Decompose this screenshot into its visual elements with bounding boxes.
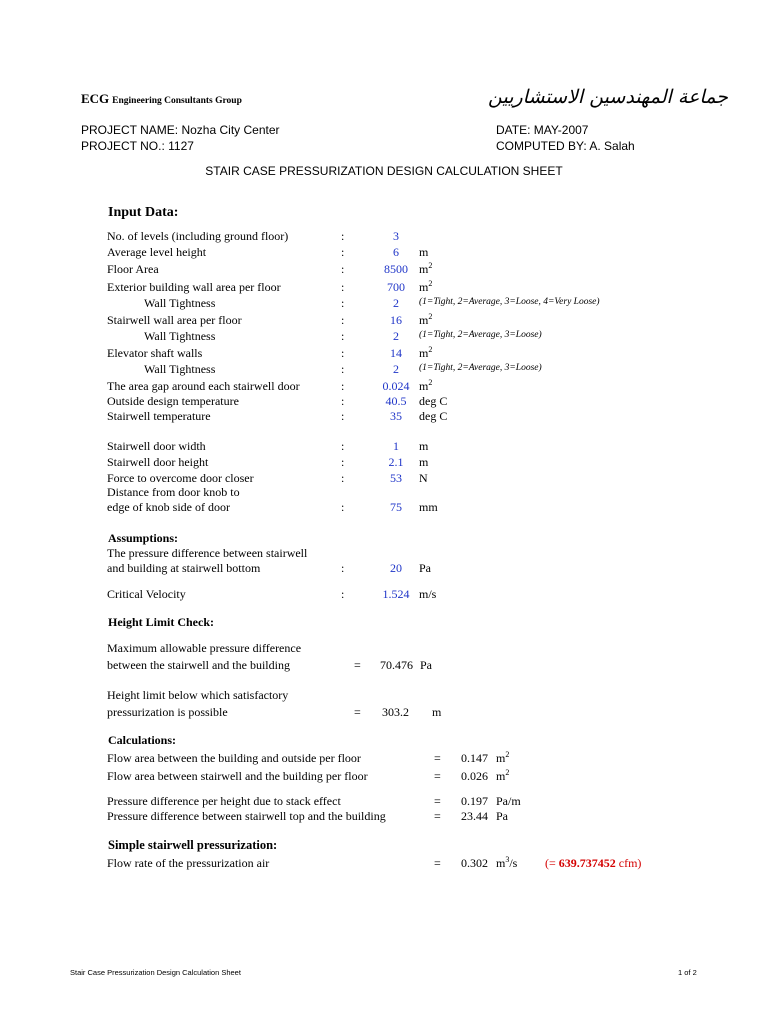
input-value: 2 [393, 329, 399, 343]
input-label: Stairwell door width [107, 439, 206, 453]
max-pressure-unit: Pa [420, 658, 432, 672]
input-heading: Input Data: [108, 205, 179, 220]
input-label-line2: edge of knob side of door [107, 500, 230, 514]
date: DATE: MAY-2007 [496, 123, 589, 137]
separator: : [341, 587, 345, 601]
tightness-note: (1=Tight, 2=Average, 3=Loose) [419, 330, 542, 340]
separator: : [341, 262, 345, 276]
velocity-label: Critical Velocity [107, 587, 186, 601]
input-label: Distance from door knob to [107, 485, 240, 499]
input-value: 14 [390, 346, 402, 360]
velocity-unit: m/s [419, 587, 437, 601]
separator: : [341, 455, 345, 469]
input-label: Exterior building wall area per floor [107, 280, 281, 294]
input-label: Wall Tightness [144, 329, 216, 343]
input-unit: deg C [419, 409, 448, 423]
input-label: Wall Tightness [144, 296, 216, 310]
sheet-title: STAIR CASE PRESSURIZATION DESIGN CALCULATION SHEET [205, 164, 563, 178]
footer-title: Stair Case Pressurization Design Calculation Sheet [70, 968, 241, 977]
calc-label: Pressure difference per height due to stack effect [107, 794, 341, 808]
height-limit-label-line1: Height limit below which satisfactory [107, 688, 289, 702]
pressure-value: 20 [390, 561, 402, 575]
height-limit-label-line2: pressurization is possible [107, 705, 228, 719]
input-unit: N [419, 471, 428, 485]
company-abbr: ECG [81, 91, 110, 106]
assumptions-heading: Assumptions: [108, 531, 179, 545]
input-label: Wall Tightness [144, 362, 216, 376]
calc-value: 0.197 [461, 794, 488, 808]
input-label: Outside design temperature [107, 394, 239, 408]
calc-value: 23.44 [461, 809, 488, 823]
calc-value: 0.026 [461, 769, 488, 783]
input-value: 6 [393, 245, 399, 259]
separator: : [341, 280, 345, 294]
height-limit-value: 303.2 [382, 705, 409, 719]
separator: : [341, 229, 345, 243]
equals-sign: = [434, 809, 441, 823]
pressure-label-line2: and building at stairwell bottom [107, 561, 261, 575]
input-label: Stairwell wall area per floor [107, 313, 242, 327]
input-label: Force to overcome door closer [107, 471, 254, 485]
height-limit-unit: m [432, 705, 442, 719]
calc-unit: Pa/m [496, 794, 521, 808]
calc-unit: $m^2$ [496, 768, 510, 783]
input-unit: $m^2$ [419, 378, 433, 393]
project-no: PROJECT NO.: 1127 [81, 139, 194, 153]
input-value: 75 [390, 500, 402, 514]
equals-sign: = [354, 658, 361, 672]
pressure-unit: Pa [419, 561, 431, 575]
equals-sign: = [434, 856, 441, 870]
equals-sign: = [434, 769, 441, 783]
computed-by: COMPUTED BY: A. Salah [496, 139, 635, 153]
input-unit: $m^2$ [419, 312, 433, 327]
input-value: 53 [390, 471, 402, 485]
calc-label: Flow area between stairwell and the building per floor [107, 769, 368, 783]
calc-unit: Pa [496, 809, 508, 823]
input-value: 0.024 [382, 379, 410, 393]
input-value: 2 [393, 296, 399, 310]
arabic-company-name: جماعة المهندسين الاستشاريين [488, 86, 728, 108]
separator: : [341, 329, 345, 343]
separator: : [341, 500, 345, 514]
input-unit: m [419, 439, 429, 453]
input-unit: $m^2$ [419, 261, 433, 276]
pressure-label-line1: The pressure difference between stairwell [107, 546, 308, 560]
input-label: No. of levels (including ground floor) [107, 229, 289, 243]
company-name: Engineering Consultants Group [112, 96, 242, 106]
input-label: Floor Area [107, 262, 159, 276]
input-label: The area gap around each stairwell door [107, 379, 300, 393]
max-pressure-label-line2: between the stairwell and the building [107, 658, 290, 672]
max-pressure-label-line1: Maximum allowable pressure difference [107, 641, 302, 655]
input-value: 16 [390, 313, 402, 327]
page-number: 1 of 2 [678, 968, 697, 977]
tightness-note: (1=Tight, 2=Average, 3=Loose, 4=Very Loose) [419, 297, 600, 307]
equals-sign: = [354, 705, 361, 719]
project-name: PROJECT NAME: Nozha City Center [81, 123, 280, 137]
calc-label: Pressure difference between stairwell top and the building [107, 809, 386, 823]
input-value: 3 [393, 229, 399, 243]
flow-rate-value: 0.302 [461, 856, 488, 870]
flow-rate-cfm: (= 639.737452 cfm) [545, 856, 642, 870]
separator: : [341, 346, 345, 360]
input-label: Elevator shaft walls [107, 346, 203, 360]
height-check-heading: Height Limit Check: [108, 615, 214, 629]
input-unit: deg C [419, 394, 448, 408]
company-header [81, 91, 242, 107]
separator: : [341, 471, 345, 485]
input-unit: m [419, 455, 429, 469]
input-value: 700 [387, 280, 405, 294]
input-value: 35 [390, 409, 402, 423]
input-label: Stairwell temperature [107, 409, 211, 423]
separator: : [341, 313, 345, 327]
input-value: 2 [393, 362, 399, 376]
separator: : [341, 409, 345, 423]
cfm-value: 639.737452 [558, 856, 616, 870]
calc-value: 0.147 [461, 751, 488, 765]
separator: : [341, 296, 345, 310]
input-label: Stairwell door height [107, 455, 209, 469]
input-unit: $m^2$ [419, 279, 433, 294]
input-value: 1 [393, 439, 399, 453]
equals-sign: = [434, 751, 441, 765]
input-value: 8500 [384, 262, 408, 276]
separator: : [341, 362, 345, 376]
separator: : [341, 394, 345, 408]
separator: : [341, 439, 345, 453]
input-unit: m [419, 245, 429, 259]
separator: : [341, 245, 345, 259]
calc-label: Flow area between the building and outside per floor [107, 751, 361, 765]
tightness-note: (1=Tight, 2=Average, 3=Loose) [419, 363, 542, 373]
simple-pressurization-heading: Simple stairwell pressurization: [108, 838, 278, 852]
input-label: Average level height [107, 245, 207, 259]
separator: : [341, 561, 345, 575]
flow-rate-unit: $m^3/s$ [496, 855, 518, 870]
calculations-heading: Calculations: [108, 733, 177, 747]
max-pressure-value: 70.476 [380, 658, 413, 672]
input-unit: $m^2$ [419, 345, 433, 360]
flow-rate-label: Flow rate of the pressurization air [107, 856, 270, 870]
velocity-value: 1.524 [382, 587, 410, 601]
input-value: 40.5 [385, 394, 407, 408]
input-unit: mm [419, 500, 438, 514]
input-value: 2.1 [388, 455, 404, 469]
equals-sign: = [434, 794, 441, 808]
calc-unit: $m^2$ [496, 750, 510, 765]
separator: : [341, 379, 345, 393]
